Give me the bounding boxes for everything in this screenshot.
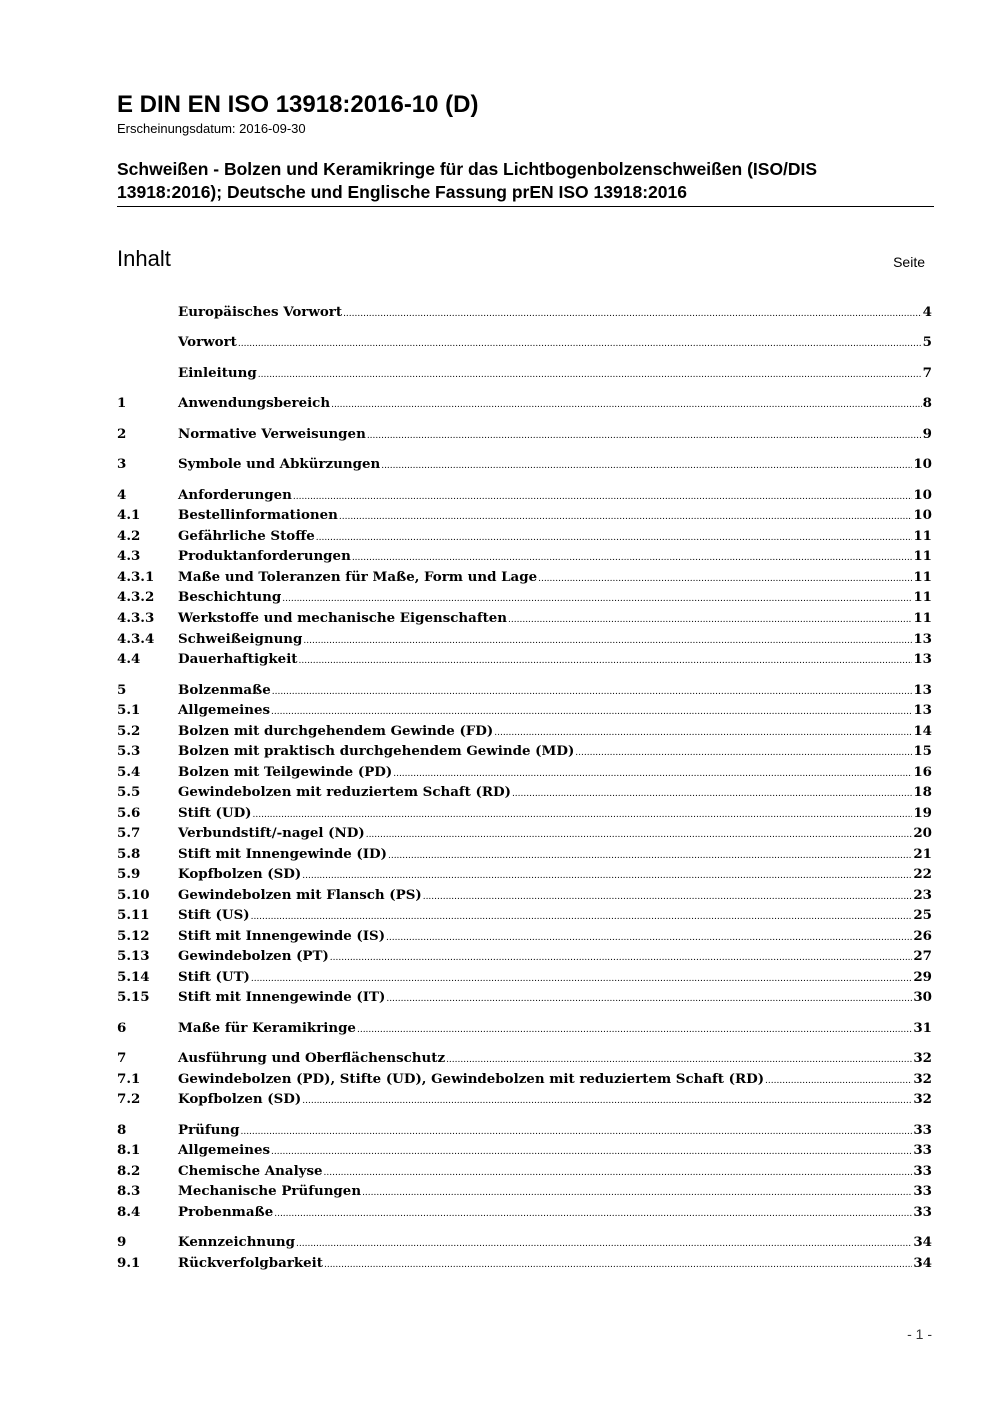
- toc-entry-page: 19: [913, 805, 932, 821]
- toc-dot-leader: [272, 682, 913, 702]
- toc-entry-title: Stift mit Innengewinde (ID): [178, 846, 387, 862]
- toc-entry-number: 7.2: [117, 1091, 141, 1107]
- toc-entry-page: 32: [913, 1050, 932, 1066]
- toc-entry-number: 8.2: [117, 1163, 141, 1179]
- toc-dot-leader: [293, 487, 912, 507]
- toc-entry[interactable]: [117, 332, 932, 352]
- toc-entry-number: 2: [117, 426, 127, 442]
- toc-entry-number: 5.13: [117, 948, 150, 964]
- toc-dot-leader: [352, 548, 913, 568]
- toc-dot-leader: [302, 866, 912, 886]
- toc-entry-page: 32: [913, 1071, 932, 1087]
- toc-entry-title: Anforderungen: [178, 487, 292, 503]
- toc-entry-title: Kopfbolzen (SD): [178, 1091, 302, 1107]
- toc-entry[interactable]: [117, 782, 932, 802]
- toc-entry-number: 4.1: [117, 507, 141, 523]
- toc-dot-leader: [423, 887, 913, 907]
- toc-dot-leader: [362, 1183, 912, 1203]
- footer-page-number: - 1 -: [907, 1326, 932, 1342]
- toc-entry-number: 5.14: [117, 969, 150, 985]
- toc-entry[interactable]: [117, 1253, 932, 1273]
- toc-entry[interactable]: [117, 1069, 932, 1089]
- toc-entry-title: Allgemeines: [178, 702, 271, 718]
- toc-entry[interactable]: [117, 1161, 932, 1181]
- toc-entry-title: Produktanforderungen: [178, 548, 351, 564]
- toc-dot-leader: [343, 304, 922, 324]
- toc-entry-title: Probenmaße: [178, 1204, 274, 1220]
- toc-entry-number: 9.1: [117, 1255, 141, 1271]
- toc-entry-page: 29: [913, 969, 932, 985]
- toc-entry-title: Stift mit Innengewinde (IS): [178, 928, 386, 944]
- toc-entry-page: 33: [913, 1204, 932, 1220]
- toc-entry-number: 7.1: [117, 1071, 141, 1087]
- toc-entry-page: 18: [913, 784, 932, 800]
- toc-entry-page: 13: [913, 631, 932, 647]
- toc-entry-title: Gewindebolzen (PD), Stifte (UD), Gewindebolzen mit reduziertem Schaft (RD): [178, 1071, 765, 1087]
- toc-entry-title: Bolzen mit Teilgewinde (PD): [178, 764, 393, 780]
- toc-entry-page: 31: [913, 1020, 932, 1036]
- toc-dot-leader: [271, 1142, 912, 1162]
- toc-entry-page: 26: [913, 928, 932, 944]
- toc-dot-leader: [494, 723, 912, 743]
- toc-entry-title: Allgemeines: [178, 1142, 271, 1158]
- toc-entry[interactable]: [117, 1140, 932, 1160]
- toc-entry-number: 4: [117, 487, 127, 503]
- toc-entry-page: 22: [913, 866, 932, 882]
- toc-entry[interactable]: [117, 546, 932, 566]
- toc-entry[interactable]: [117, 649, 932, 669]
- toc-entry-title: Maße und Toleranzen für Maße, Form und Lage: [178, 569, 538, 585]
- toc-dot-leader: [386, 989, 912, 1009]
- toc-dot-leader: [258, 365, 922, 385]
- toc-entry-number: 5.9: [117, 866, 141, 882]
- publication-date: Erscheinungsdatum: 2016-09-30: [117, 121, 306, 136]
- toc-entry-number: 8.1: [117, 1142, 141, 1158]
- toc-entry-title: Europäisches Vorwort: [178, 304, 343, 320]
- toc-dot-leader: [381, 456, 912, 476]
- toc-entry[interactable]: [117, 363, 932, 383]
- toc-dot-leader: [253, 805, 913, 825]
- toc-dot-leader: [331, 395, 922, 415]
- toc-entry[interactable]: [117, 1202, 932, 1222]
- toc-entry-number: 4.3.3: [117, 610, 155, 626]
- toc-entry-number: 4.2: [117, 528, 141, 544]
- toc-entry[interactable]: [117, 721, 932, 741]
- toc-entry-number: 8.4: [117, 1204, 141, 1220]
- toc-entry[interactable]: [117, 302, 932, 322]
- toc-entry-title: Werkstoffe und mechanische Eigenschaften: [178, 610, 508, 626]
- toc-entry[interactable]: [117, 1089, 932, 1109]
- toc-dot-leader: [765, 1071, 912, 1091]
- toc-entry-number: 4.3: [117, 548, 141, 564]
- toc-entry-title: Bolzen mit praktisch durchgehendem Gewinde (MD): [178, 743, 575, 759]
- toc-entry-title: Stift mit Innengewinde (IT): [178, 989, 386, 1005]
- toc-entry[interactable]: [117, 608, 932, 628]
- toc-dot-leader: [538, 569, 912, 589]
- toc-entry[interactable]: [117, 823, 932, 843]
- toc-entry-number: 5.10: [117, 887, 150, 903]
- toc-entry-page: 11: [913, 610, 932, 626]
- toc-entry-page: 30: [913, 989, 932, 1005]
- toc-entry-title: Beschichtung: [178, 589, 282, 605]
- toc-entry[interactable]: [117, 1181, 932, 1201]
- toc-entry-page: 9: [922, 426, 932, 442]
- toc-entry-number: 7: [117, 1050, 127, 1066]
- toc-dot-leader: [367, 426, 922, 446]
- toc-entry-title: Bestellinformationen: [178, 507, 338, 523]
- toc-entry-page: 34: [913, 1234, 932, 1250]
- toc-entry[interactable]: [117, 629, 932, 649]
- toc-entry-title: Einleitung: [178, 365, 257, 381]
- toc-dot-leader: [251, 907, 913, 927]
- toc-entry-page: 33: [913, 1122, 932, 1138]
- toc-entry-page: 13: [913, 682, 932, 698]
- toc-entry[interactable]: [117, 1232, 932, 1252]
- toc-entry-page: 11: [913, 569, 932, 585]
- toc-entry-title: Vorwort: [178, 334, 237, 350]
- toc-entry-page: 27: [913, 948, 932, 964]
- toc-entry-page: 10: [913, 456, 932, 472]
- toc-entry-number: 3: [117, 456, 127, 472]
- toc-dot-leader: [271, 702, 912, 722]
- toc-entry-title: Bolzenmaße: [178, 682, 271, 698]
- toc-entry[interactable]: [117, 454, 932, 474]
- toc-entry-number: 1: [117, 395, 127, 411]
- toc-entry[interactable]: [117, 526, 932, 546]
- toc-entry-page: 20: [913, 825, 932, 841]
- toc-dot-leader: [446, 1050, 912, 1070]
- toc-entry-number: 4.3.2: [117, 589, 155, 605]
- toc-dot-leader: [324, 1255, 912, 1275]
- toc-entry[interactable]: [117, 700, 932, 720]
- toc-dot-leader: [240, 1122, 912, 1142]
- toc-entry-number: 4.4: [117, 651, 141, 667]
- toc-entry-title: Schweißeignung: [178, 631, 303, 647]
- toc-entry-number: 5.6: [117, 805, 141, 821]
- toc-entry[interactable]: [117, 393, 932, 413]
- toc-entry-title: Gewindebolzen mit Flansch (PS): [178, 887, 422, 903]
- toc-entry-page: 32: [913, 1091, 932, 1107]
- toc-dot-leader: [508, 610, 912, 630]
- toc-entry-page: 11: [913, 528, 932, 544]
- toc-dot-leader: [251, 969, 912, 989]
- toc-entry-page: 33: [913, 1163, 932, 1179]
- toc-dot-leader: [298, 651, 912, 671]
- toc-entry-number: 5.2: [117, 723, 141, 739]
- toc-entry-title: Gewindebolzen (PT): [178, 948, 329, 964]
- toc-entry-page: 21: [913, 846, 932, 862]
- toc-entry[interactable]: [117, 587, 932, 607]
- toc-entry-page: 25: [913, 907, 932, 923]
- toc-dot-leader: [303, 631, 912, 651]
- toc-dot-leader: [393, 764, 912, 784]
- toc-entry-title: Rückverfolgbarkeit: [178, 1255, 323, 1271]
- toc-entry-title: Bolzen mit durchgehendem Gewinde (FD): [178, 723, 494, 739]
- toc-entry[interactable]: [117, 1048, 932, 1068]
- toc-entry-number: 5.11: [117, 907, 150, 923]
- toc-entry-page: 11: [913, 589, 932, 605]
- toc-dot-leader: [238, 334, 922, 354]
- toc-entry-number: 5.1: [117, 702, 141, 718]
- toc-dot-leader: [324, 1163, 913, 1183]
- toc-entry-title: Mechanische Prüfungen: [178, 1183, 362, 1199]
- toc-dot-leader: [575, 743, 912, 763]
- toc-entry-number: 5.4: [117, 764, 141, 780]
- toc-entry[interactable]: [117, 424, 932, 444]
- toc-entry[interactable]: [117, 680, 932, 700]
- toc-entry-page: 16: [913, 764, 932, 780]
- toc-dot-leader: [330, 948, 913, 968]
- toc-entry-title: Normative Verweisungen: [178, 426, 366, 442]
- toc-entry-title: Gefährliche Stoffe: [178, 528, 315, 544]
- toc-entry-page: 4: [922, 304, 932, 320]
- toc-entry-number: 5.8: [117, 846, 141, 862]
- toc-entry-title: Anwendungsbereich: [178, 395, 331, 411]
- toc-page-label: Seite: [893, 254, 925, 270]
- toc-entry-number: 5.3: [117, 743, 141, 759]
- toc-entry-number: 5.7: [117, 825, 141, 841]
- toc-entry-page: 7: [922, 365, 932, 381]
- toc-dot-leader: [296, 1234, 912, 1254]
- document-title-line-2: 13918:2016); Deutsche und Englische Fassung prEN ISO 13918:2016: [117, 182, 687, 202]
- toc-dot-leader: [316, 528, 913, 548]
- table-of-contents: [117, 0, 932, 1300]
- toc-entry-page: 13: [913, 651, 932, 667]
- document-id: E DIN EN ISO 13918:2016-10 (D): [117, 91, 479, 118]
- toc-entry-number: 4.3.4: [117, 631, 155, 647]
- toc-entry[interactable]: [117, 505, 932, 525]
- toc-entry-title: Stift (UD): [178, 805, 252, 821]
- toc-entry[interactable]: [117, 987, 932, 1007]
- toc-entry[interactable]: [117, 926, 932, 946]
- toc-dot-leader: [357, 1020, 912, 1040]
- toc-dot-leader: [388, 846, 912, 866]
- toc-entry[interactable]: [117, 946, 932, 966]
- toc-entry-page: 15: [913, 743, 932, 759]
- toc-entry-page: 13: [913, 702, 932, 718]
- toc-entry[interactable]: [117, 905, 932, 925]
- toc-entry-title: Stift (US): [178, 907, 250, 923]
- toc-entry[interactable]: [117, 864, 932, 884]
- toc-entry[interactable]: [117, 1120, 932, 1140]
- toc-entry-page: 10: [913, 487, 932, 503]
- toc-entry-title: Gewindebolzen mit reduziertem Schaft (RD): [178, 784, 511, 800]
- toc-entry-number: 5: [117, 682, 127, 698]
- toc-dot-leader: [386, 928, 912, 948]
- toc-entry-number: 8.3: [117, 1183, 141, 1199]
- toc-entry[interactable]: [117, 967, 932, 987]
- toc-entry[interactable]: [117, 1018, 932, 1038]
- toc-entry-title: Stift (UT): [178, 969, 250, 985]
- toc-entry[interactable]: [117, 485, 932, 505]
- toc-entry-title: Ausführung und Oberflächenschutz: [178, 1050, 446, 1066]
- toc-entry-page: 5: [922, 334, 932, 350]
- toc-entry-page: 33: [913, 1183, 932, 1199]
- toc-entry-page: 23: [913, 887, 932, 903]
- toc-entry-title: Chemische Analyse: [178, 1163, 323, 1179]
- toc-dot-leader: [274, 1204, 912, 1224]
- toc-entry-title: Dauerhaftigkeit: [178, 651, 298, 667]
- toc-entry-title: Symbole und Abkürzungen: [178, 456, 381, 472]
- toc-entry-number: 9: [117, 1234, 127, 1250]
- toc-heading: Inhalt: [117, 246, 171, 271]
- toc-entry[interactable]: [117, 567, 932, 587]
- toc-entry-number: 4.3.1: [117, 569, 155, 585]
- toc-entry-page: 14: [913, 723, 932, 739]
- toc-entry-number: 5.15: [117, 989, 150, 1005]
- toc-entry-page: 34: [913, 1255, 932, 1271]
- document-title-line-1: Schweißen - Bolzen und Keramikringe für das Lichtbogenbolzenschweißen (ISO/DIS: [117, 159, 818, 179]
- toc-entry-page: 10: [913, 507, 932, 523]
- toc-entry-page: 33: [913, 1142, 932, 1158]
- toc-entry[interactable]: [117, 741, 932, 761]
- toc-entry-title: Verbundstift/-nagel (ND): [178, 825, 365, 841]
- toc-dot-leader: [366, 825, 913, 845]
- toc-entry[interactable]: [117, 844, 932, 864]
- toc-entry-number: 5.12: [117, 928, 150, 944]
- toc-entry-number: 8: [117, 1122, 127, 1138]
- toc-entry[interactable]: [117, 803, 932, 823]
- toc-dot-leader: [512, 784, 912, 804]
- toc-entry-number: 5.5: [117, 784, 141, 800]
- toc-entry-title: Maße für Keramikringe: [178, 1020, 356, 1036]
- toc-entry-number: 6: [117, 1020, 127, 1036]
- toc-dot-leader: [302, 1091, 912, 1111]
- toc-dot-leader: [282, 589, 912, 609]
- toc-entry[interactable]: [117, 885, 932, 905]
- toc-dot-leader: [339, 507, 912, 527]
- toc-entry-title: Kopfbolzen (SD): [178, 866, 302, 882]
- toc-entry-title: Kennzeichnung: [178, 1234, 296, 1250]
- toc-entry-page: 11: [913, 548, 932, 564]
- toc-entry-title: Prüfung: [178, 1122, 240, 1138]
- toc-entry[interactable]: [117, 762, 932, 782]
- toc-entry-page: 8: [922, 395, 932, 411]
